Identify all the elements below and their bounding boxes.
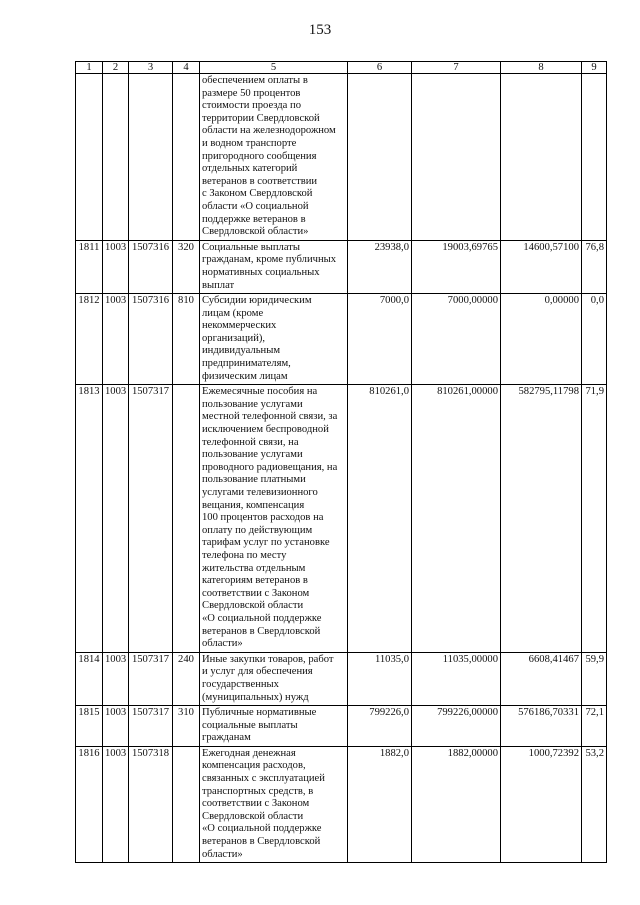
execution-percent: 53,2	[582, 746, 607, 862]
column-header-6: 6	[348, 62, 412, 74]
description-line: услугами телевизионного	[202, 487, 318, 498]
refined-amount: 810261,00000	[412, 385, 501, 652]
description-line: Иные закупки товаров, работ	[202, 653, 334, 665]
executed-amount: 14600,57100	[501, 240, 582, 293]
description-line: «О социальной поддержке	[202, 823, 322, 835]
description-line: гражданам	[202, 732, 251, 744]
section-code: 1003	[103, 294, 129, 385]
description-line: жительства отдельным	[202, 562, 306, 574]
description-line: стоимости проезда по	[202, 100, 301, 112]
row-number: 1815	[76, 706, 103, 747]
section-code	[103, 74, 129, 241]
target-article-code: 1507317	[129, 706, 173, 747]
item-description	[200, 706, 348, 747]
description-line: категориям ветеранов в	[202, 575, 308, 587]
execution-percent: 72,1	[582, 706, 607, 747]
description-line: местной телефонной связи, за	[202, 411, 338, 423]
page-number: 153	[308, 22, 332, 38]
description-line: пользование услугами	[202, 398, 303, 410]
target-article-code: 1507318	[129, 746, 173, 862]
description-line: лицам (кроме	[202, 307, 264, 319]
description-line: поддержке ветеранов в	[202, 213, 306, 225]
planned-amount: 1882,0	[348, 746, 412, 862]
description-line: Ежемесячные пособия на	[202, 386, 318, 398]
column-header-1: 1	[76, 62, 103, 74]
table-row	[76, 706, 607, 747]
description-line: государственных	[202, 678, 279, 690]
executed-amount: 582795,11798	[501, 385, 582, 652]
description-line: с Законом Свердловской	[202, 188, 313, 200]
item-description	[200, 652, 348, 705]
description-line: соответствии с Законом	[202, 587, 310, 599]
description-line: Ежегодная денежная	[202, 747, 296, 759]
description-line: 100 процентов расходов на	[202, 512, 324, 524]
description-line: компенсация расходов,	[202, 760, 306, 772]
expense-type-code: 310	[173, 706, 200, 747]
target-article-code: 1507316	[129, 294, 173, 385]
executed-amount	[501, 74, 582, 241]
description-line: пригородного сообщения	[202, 150, 317, 162]
execution-percent: 59,9	[582, 652, 607, 705]
description-line: телефонной связи, на	[202, 436, 299, 448]
target-article-code: 1507316	[129, 240, 173, 293]
table-row	[76, 652, 607, 705]
planned-amount: 11035,0	[348, 652, 412, 705]
table-row	[76, 385, 607, 652]
executed-amount: 6608,41467	[501, 652, 582, 705]
target-article-code: 1507317	[129, 385, 173, 652]
row-number	[76, 74, 103, 241]
executed-amount: 1000,72392	[501, 746, 582, 862]
item-description	[200, 74, 348, 241]
column-header-9: 9	[582, 62, 607, 74]
planned-amount	[348, 74, 412, 241]
column-header-5: 5	[200, 62, 348, 74]
description-line: и водном транспорте	[202, 137, 297, 149]
description-line: физическим лицам	[202, 370, 288, 382]
description-line: области»	[202, 638, 243, 650]
description-line: организаций),	[202, 332, 266, 344]
expense-type-code	[173, 746, 200, 862]
planned-amount: 23938,0	[348, 240, 412, 293]
description-line: «О социальной поддержке	[202, 612, 322, 624]
description-line: выплат	[202, 279, 235, 291]
item-description	[200, 385, 348, 652]
column-header-4: 4	[173, 62, 200, 74]
description-line: ветеранов в Свердловской	[202, 836, 321, 848]
description-line: пользование услугами	[202, 449, 303, 461]
execution-percent	[582, 74, 607, 241]
item-description	[200, 746, 348, 862]
expense-type-code: 320	[173, 240, 200, 293]
description-line: вещания, компенсация	[202, 499, 305, 511]
execution-percent: 76,8	[582, 240, 607, 293]
table-body	[76, 74, 607, 863]
expense-type-code: 810	[173, 294, 200, 385]
refined-amount: 11035,00000	[412, 652, 501, 705]
section-code: 1003	[103, 746, 129, 862]
item-description	[200, 240, 348, 293]
item-description	[200, 294, 348, 385]
target-article-code: 1507317	[129, 652, 173, 705]
refined-amount: 1882,00000	[412, 746, 501, 862]
description-line: нормативных социальных	[202, 266, 320, 278]
row-number: 1811	[76, 240, 103, 293]
description-line: социальные выплаты	[202, 719, 298, 731]
section-code: 1003	[103, 706, 129, 747]
table-row	[76, 746, 607, 862]
description-line: оплату по действующим	[202, 524, 313, 536]
execution-percent: 71,9	[582, 385, 607, 652]
row-number: 1813	[76, 385, 103, 652]
description-line: пользование платными	[202, 474, 306, 486]
row-number: 1812	[76, 294, 103, 385]
description-line: области на железнодорожном	[202, 125, 336, 137]
description-line: области»	[202, 848, 243, 860]
description-line: Свердловской области	[202, 810, 304, 822]
description-line: транспортных средств, в	[202, 785, 314, 797]
description-line: Публичные нормативные	[202, 707, 317, 719]
description-line: обеспечением оплаты в	[202, 75, 308, 86]
row-number: 1814	[76, 652, 103, 705]
section-code: 1003	[103, 652, 129, 705]
description-line: ветеранов в соответствии	[202, 175, 318, 187]
description-line: соответствии с Законом	[202, 798, 310, 810]
planned-amount: 799226,0	[348, 706, 412, 747]
description-line: предпринимателям,	[202, 358, 291, 370]
description-line: телефона по месту	[202, 549, 287, 561]
section-code: 1003	[103, 240, 129, 293]
column-header-7: 7	[412, 62, 501, 74]
table-row	[76, 240, 607, 293]
target-article-code	[129, 74, 173, 241]
planned-amount: 7000,0	[348, 294, 412, 385]
description-line: размере 50 процентов	[202, 87, 301, 99]
refined-amount: 19003,69765	[412, 240, 501, 293]
description-line: индивидуальным	[202, 345, 281, 357]
planned-amount: 810261,0	[348, 385, 412, 652]
description-line: (муниципальных) нужд	[202, 691, 309, 703]
description-line: тарифам услуг по установке	[202, 537, 330, 549]
executed-amount: 576186,70331	[501, 706, 582, 747]
column-header-8: 8	[501, 62, 582, 74]
row-number: 1816	[76, 746, 103, 862]
refined-amount	[412, 74, 501, 241]
executed-amount: 0,00000	[501, 294, 582, 385]
description-line: области «О социальной	[202, 200, 309, 212]
execution-percent: 0,0	[582, 294, 607, 385]
refined-amount: 799226,00000	[412, 706, 501, 747]
description-line: проводного радиовещания, на	[202, 461, 338, 473]
refined-amount: 7000,00000	[412, 294, 501, 385]
header-row	[76, 62, 607, 74]
budget-table	[75, 61, 607, 863]
column-header-2: 2	[103, 62, 129, 74]
expense-type-code: 240	[173, 652, 200, 705]
description-line: отдельных категорий	[202, 163, 298, 175]
description-line: и услуг для обеспечения	[202, 666, 313, 678]
description-line: Социальные выплаты	[202, 241, 301, 253]
description-line: гражданам, кроме публичных	[202, 254, 337, 266]
description-line: территории Свердловской	[202, 112, 320, 124]
description-line: исключением беспроводной	[202, 424, 329, 436]
column-header-3: 3	[129, 62, 173, 74]
description-line: Субсидии юридическим	[202, 295, 312, 307]
description-line: связанных с эксплуатацией	[202, 773, 325, 785]
description-line: некоммерческих	[202, 320, 277, 332]
table-row	[76, 294, 607, 385]
table-row	[76, 74, 607, 241]
expense-type-code	[173, 74, 200, 241]
description-line: Свердловской области»	[202, 226, 309, 238]
description-line: ветеранов в Свердловской	[202, 625, 321, 637]
expense-type-code	[173, 385, 200, 652]
description-line: Свердловской области	[202, 600, 304, 612]
section-code: 1003	[103, 385, 129, 652]
